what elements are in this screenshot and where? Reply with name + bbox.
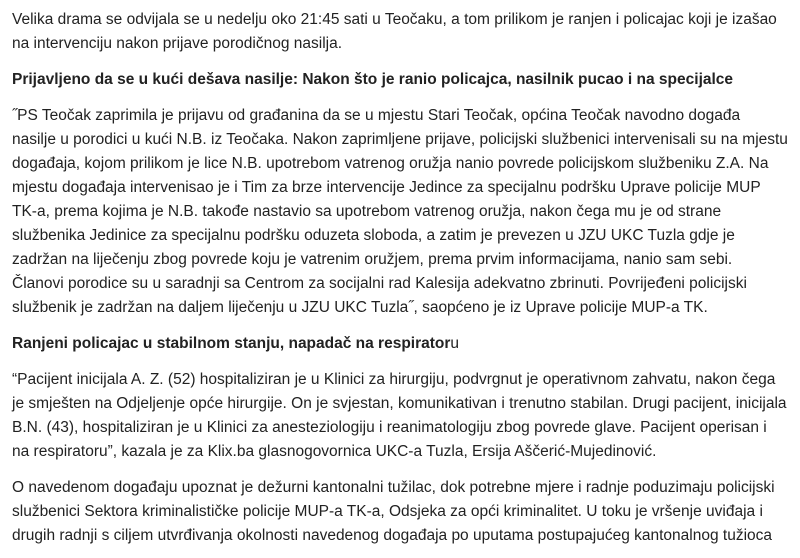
subheading-violence-report: Prijavljeno da se u kući dešava nasilje: Nakon što je ranio policajca, nasilnik pucao i na specijalce (12, 71, 734, 88)
hospital-statement-quote: “Pacijent inicijala A. Z. (52) hospitaliziran je u Klinici za hirurgiju, podvrgnut je operativnom zahvatu, nakon čega je smješten na Odjeljenje opće hirurgije. On je svjestan, komunikativan i trenutno stabilan. Drugi pacijent, inicijala B.N. (43), hospitaliziran je u Klinici za anesteziologiju i reanimatologiju zbog povrede glave. Pacijent operisan i na respiratoru”, kazala je za Klix.ba glasnogovornica UKC-a Tuzla, Ersija Aščerić-Mujedinović. (12, 371, 787, 460)
subheading-condition-bold: Ranjeni policajac u stabilnom stanju, napadač na respirator (12, 335, 451, 352)
closing-paragraph: O navedenom događaju upoznat je dežurni kantonalni tužilac, dok potrebne mjere i radnje poduzimaju policijski službenici Sektora kriminalističke policije MUP-a TK-a, Odsjeka za opći kriminalitet. U toku je vršenje uviđaja i drugih radnji s ciljem utvrđivanja okolnosti navedenog događaja po uputama postupajućeg kantonalnog tužioca (12, 479, 775, 544)
subheading-condition-tail: u (450, 335, 460, 352)
subheading-condition (12, 332, 788, 356)
police-statement-quote: ˝PS Teočak zaprimila je prijavu od građanina da se u mjestu Stari Teočak, općina Teočak navodno događa nasilje u porodici u kući N.B. iz Teočaka. Nakon zaprimljene prijave, policijski službenici intervenisali su na mjestu događaja, kojom prilikom je lice N.B. upotrebom vatrenog oružja nanio povrede policijskom službeniku Z.A. Na mjestu događaja intervenisao je i Tim za brze intervencije Jedince za specijalnu podršku Uprave policije MUP TK-a, prema kojima je N.B. takođe nastavio sa upotrebom vatrenog oružja, nakon čega mu je od strane službenika Jedinice za specijalnu podršku oduzeta sloboda, a zatim je prevezen u JZU UKC Tuzla gdje je zadržan na liječenju zbog povrede koju je vatrenim oružjem, prema prvim informacijama, nanio sam sebi. Članovi porodice su u saradnji sa Centrom za socijalni rad Kalesija adekvatno zbrinuti. Povrijeđeni policijski službenik je zadržan na daljem liječenju u JZU UKC Tuzla˝, saopćeno je iz Uprave policije MUP-a TK. (12, 107, 788, 316)
intro-paragraph: Velika drama se odvijala se u nedelju oko 21:45 sati u Teočaku, a tom prilikom je ranjen i policajac koji je izašao na intervenciju nakon prijave porodičnog nasilja. (12, 11, 777, 52)
